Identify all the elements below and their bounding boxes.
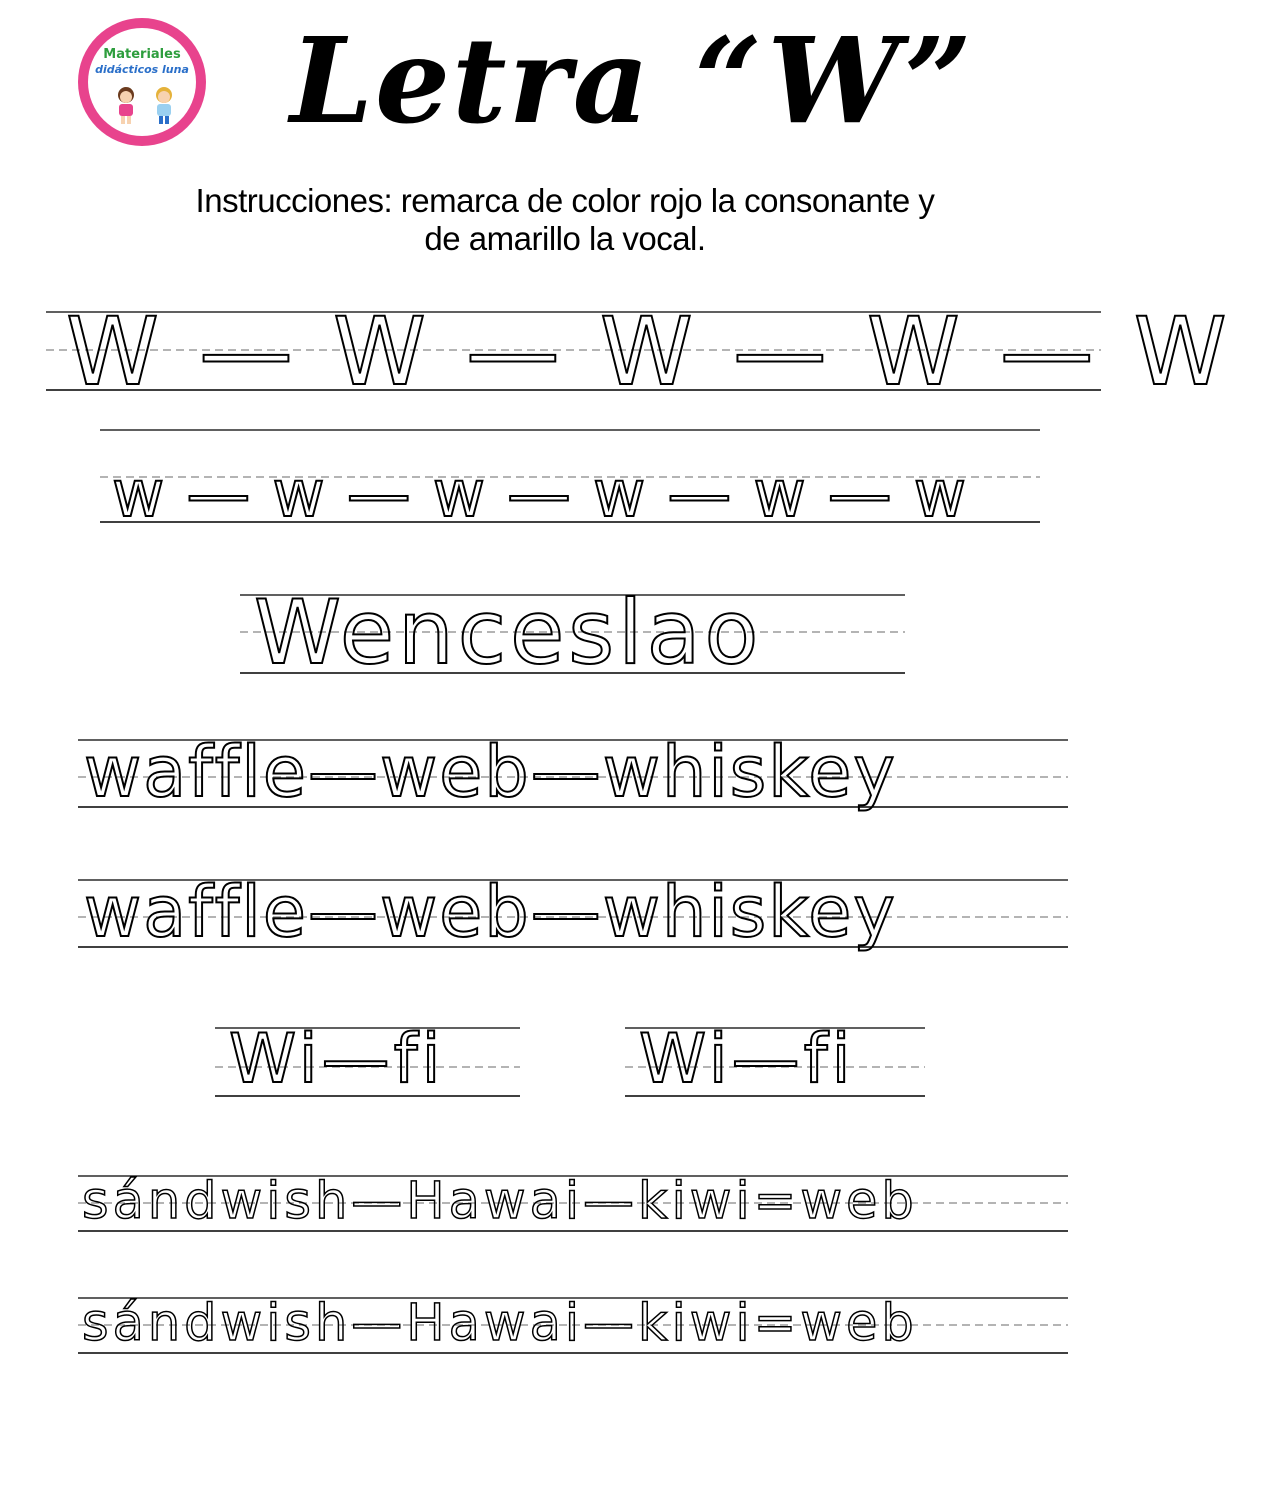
instructions-line1: Instrucciones: remarca de color rojo la consonante y <box>195 182 935 219</box>
tracing-text: Wenceslao <box>254 581 763 684</box>
tracing-row-7 <box>625 1020 925 1100</box>
instructions <box>60 182 1070 258</box>
tracing-text: Wi—fi <box>639 1020 855 1099</box>
instructions-line2: de amarillo la vocal. <box>424 220 706 257</box>
page-title: Letra “W” <box>290 11 974 150</box>
tracing-row-4 <box>78 730 1068 830</box>
girl-illustration-icon <box>113 85 139 125</box>
tracing-row-6 <box>215 1020 520 1100</box>
tracing-row-5 <box>78 870 1068 970</box>
tracing-text: sándwish—Hawai—kiwi=web <box>82 1294 918 1353</box>
tracing-row-1 <box>46 298 1267 407</box>
tracing-text: w—w—w—w—w—w <box>112 458 989 532</box>
tracing-row-2 <box>100 425 1040 532</box>
logo-badge <box>88 28 196 136</box>
tracing-row-9 <box>78 1290 1068 1370</box>
logo-text-line2: didácticos luna <box>95 63 189 76</box>
boy-illustration-icon <box>151 85 177 125</box>
tracing-row-3 <box>240 580 905 684</box>
tracing-row-8 <box>78 1168 1068 1248</box>
tracing-text: W—W—W—W—W <box>66 298 1267 407</box>
tracing-text: waffle—web—whiskey <box>84 871 897 953</box>
tracing-text: Wi—fi <box>229 1020 445 1099</box>
tracing-text: sándwish—Hawai—kiwi=web <box>82 1172 918 1231</box>
logo-text-line1: Materiales <box>103 47 181 62</box>
tracing-text: waffle—web—whiskey <box>84 731 897 813</box>
brand-logo <box>78 18 206 146</box>
